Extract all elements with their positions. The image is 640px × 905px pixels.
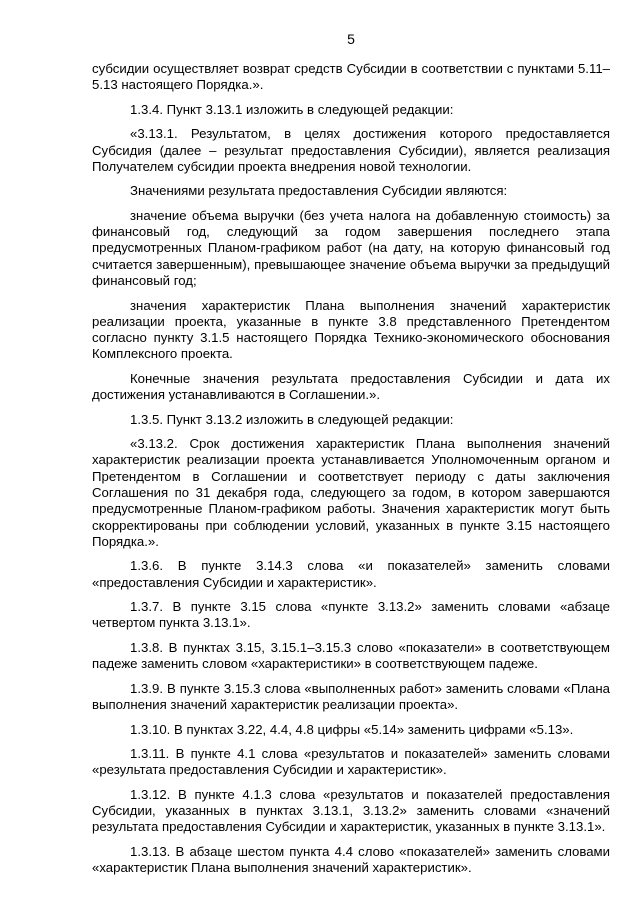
paragraph-revenue-value: значение объема выручки (без учета налога на добавленную стоимость) за финансовый год, следующий за годом завершения последнего этапа предусмотренных Планом-графиком работ (на дату, на которую финансовый год считается завершенным), превышающее значение объема выручки за предыдущий финансовый год; [92,207,610,289]
paragraph-continuation: субсидии осуществляет возврат средств Субсидии в соответствии с пунктами 5.11–5.13 настоящего Порядка.». [92,61,610,93]
paragraph-item-1-3-6: 1.3.6. В пункте 3.14.3 слова «и показателей» заменить словами «предоставления Субсидии и характеристик». [92,558,610,590]
paragraph-clause-3-13-1: «3.13.1. Результатом, в целях достижения которого предоставляется Субсидия (далее – результат предоставления Субсидии), является реализация Получателем субсидии проекта внедрения новой технологии. [92,126,610,174]
document-page [92,30,610,885]
page-number: 5 [347,31,355,47]
paragraph-characteristics-values: значения характеристик Плана выполнения значений характеристик реализации проекта, указанные в пункте 3.8 представленного Претендентом согласно пункту 3.1.5 настоящего Порядка Технико-экономического обоснования Комплексного проекта. [92,297,610,362]
paragraph-item-1-3-4: 1.3.4. Пункт 3.13.1 изложить в следующей редакции: [130,101,454,117]
paragraph-final-values: Конечные значения результата предоставления Субсидии и дата их достижения устанавливаются в Соглашении.». [92,370,610,403]
paragraph-item-1-3-10: 1.3.10. В пунктах 3.22, 4.4, 4.8 цифры «5.14» заменить цифрами «5.13». [130,721,574,737]
paragraph-item-1-3-7: 1.3.7. В пункте 3.15 слова «пункте 3.13.2» заменить словами «абзаце четвертом пункта 3.13.1». [92,599,610,631]
paragraph-item-1-3-9: 1.3.9. В пункте 3.15.3 слова «выполненных работ» заменить словами «Плана выполнения значений характеристик реализации проекта». [92,680,610,713]
paragraph-item-1-3-8: 1.3.8. В пунктах 3.15, 3.15.1–3.15.3 слово «показатели» в соответствующем падеже заменить словом «характеристики» в соответствующем падеже. [92,639,610,672]
paragraph-item-1-3-11: 1.3.11. В пункте 4.1 слова «результатов и показателей» заменить словами «результата предоставления Субсидии и характеристик». [92,746,610,778]
paragraph-result-values-intro: Значениями результата предоставления Субсидии являются: [130,183,508,199]
paragraph-clause-3-13-2: «3.13.2. Срок достижения характеристик Плана выполнения значений характеристик реализации проекта устанавливается Уполномоченным органом и Претендентом в Соглашении и соответствует периоду с даты заключения Соглашения по 31 декабря года, следующего за годом, в котором завершаются предусмотренные Планом-графиком работы. Значения характеристик могут быть скорректированы при соблюдении условий, указанных в пункте 3.15 настоящего Порядка.». [92,436,610,549]
paragraph-item-1-3-12: 1.3.12. В пункте 4.1.3 слова «результатов и показателей предоставления Субсидии, указанных в пунктах 3.13.1, 3.13.2» заменить словами «значений результата предоставления Субсидии и характеристик, указанных в пункте 3.13.1». [92,786,610,835]
paragraph-item-1-3-5: 1.3.5. Пункт 3.13.2 изложить в следующей редакции: [130,411,454,427]
paragraph-item-1-3-13: 1.3.13. В абзаце шестом пункта 4.4 слово «показателей» заменить словами «характеристик Плана выполнения значений характеристик». [92,843,610,876]
